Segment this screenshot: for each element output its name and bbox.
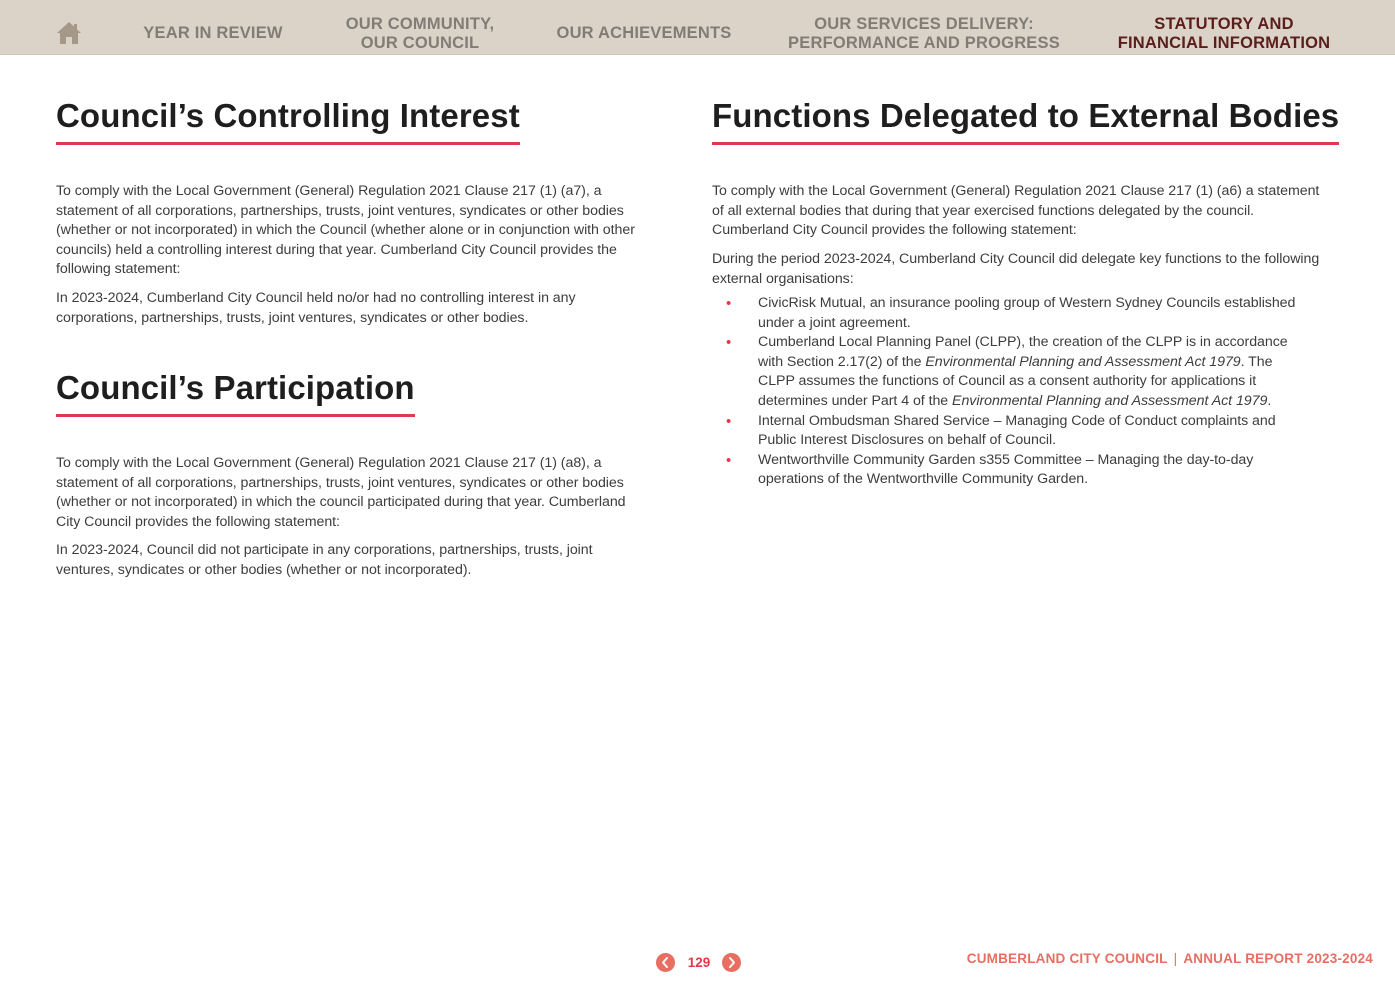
nav-statutory-financial[interactable] xyxy=(1104,0,1344,54)
nav-label: FINANCIAL INFORMATION xyxy=(1117,34,1331,52)
footer-brand xyxy=(967,950,1373,968)
nav-label: OUR COMMUNITY, xyxy=(345,14,495,33)
nav-our-achievements[interactable] xyxy=(552,0,736,54)
act-title: Environmental Planning and Assessment Act 1979 xyxy=(925,353,1241,370)
bullet-text: CivicRisk Mutual, an insurance pooling group of Western Sydney Councils established under a joint agreement. xyxy=(758,295,1296,331)
footer-council-name: CUMBERLAND CITY COUNCIL xyxy=(966,951,1168,966)
page-number: 129 xyxy=(687,955,711,970)
nav-services-delivery[interactable] xyxy=(780,0,1068,54)
list-item xyxy=(712,412,1312,451)
home-icon xyxy=(55,20,83,46)
controlling-interest-statement: In 2023-2024, Cumberland City Council held no/or had no controlling interest in any corporations, partnerships, trusts, joint ventures, syndicates or other bodies. xyxy=(56,290,576,326)
controlling-interest-intro: To comply with the Local Government (General) Regulation 2021 Clause 217 (1) (a7), a statement of all corporations, partnerships, trusts, joint ventures, syndicates or other bodies (whether or not incorporated) in which the Council (whether alone or in conjunction with other councils) held a controlling interest during that year. Cumberland City Council provides the following statement: xyxy=(56,183,635,278)
section-title-controlling-interest: Council’s Controlling Interest xyxy=(56,96,520,145)
bullet-text: . The CLPP assumes the functions of Council as a consent authority for applications it determines under Part 4 of the xyxy=(758,353,1273,409)
previous-page-button[interactable] xyxy=(656,953,675,972)
list-item xyxy=(712,294,1312,333)
home-button[interactable] xyxy=(55,20,83,46)
participation-intro: To comply with the Local Government (General) Regulation 2021 Clause 217 (1) (a8), a statement of all corporations, partnerships, trusts, joint ventures, syndicates or other bodies (whether or not incorporated) in which the council participated during that year. Cumberland City Council provides the following statement: xyxy=(56,455,626,530)
act-title: Environmental Planning and Assessment Act 1979 xyxy=(952,392,1268,409)
external-bodies-list xyxy=(712,294,1312,490)
nav-label: OUR SERVICES DELIVERY: xyxy=(814,14,1034,33)
functions-delegated-period: During the period 2023-2024, Cumberland City Council did delegate key functions to the following external organisations: xyxy=(712,251,1320,287)
nav-our-community[interactable] xyxy=(330,0,510,54)
bullet-text: Wentworthville Community Garden s355 Committee – Managing the day-to-day operations of the Wentworthville Community Garden. xyxy=(758,451,1254,488)
section-title-participation: Council’s Participation xyxy=(56,368,415,417)
top-navigation xyxy=(0,0,1395,55)
nav-label: STATUTORY AND xyxy=(1154,14,1294,33)
chevron-right-icon xyxy=(722,953,741,972)
nav-label: PERFORMANCE AND PROGRESS xyxy=(788,34,1060,52)
nav-label: OUR COUNCIL xyxy=(360,34,480,52)
chevron-left-icon xyxy=(656,953,675,972)
nav-label: OUR ACHIEVEMENTS xyxy=(556,24,732,43)
list-item xyxy=(712,333,1312,411)
next-page-button[interactable] xyxy=(722,953,741,972)
nav-label: YEAR IN REVIEW xyxy=(143,24,283,43)
section-title-functions-delegated: Functions Delegated to External Bodies xyxy=(712,96,1339,145)
footer-report-title: ANNUAL REPORT 2023-2024 xyxy=(1183,951,1373,966)
nav-year-in-review[interactable] xyxy=(140,0,286,54)
bullet-text: . xyxy=(1267,392,1272,409)
list-item xyxy=(712,451,1312,490)
participation-statement: In 2023-2024, Council did not participate in any corporations, partnerships, trusts, joint ventures, syndicates or other bodies (whether or not incorporated). xyxy=(56,542,593,578)
bullet-text: Cumberland Local Planning Panel (CLPP), the creation of the CLPP is in accordance with Section 2.17(2) of the xyxy=(758,334,1288,370)
bullet-text: Internal Ombudsman Shared Service – Managing Code of Conduct complaints and Public Interest Disclosures on behalf of Council. xyxy=(758,412,1276,449)
footer-separator: | xyxy=(1173,951,1178,966)
functions-delegated-intro: To comply with the Local Government (General) Regulation 2021 Clause 217 (1) (a6) a statement of all external bodies that during that year exercised functions delegated by the council. Cumberland City Council provides the following statement: xyxy=(712,183,1320,239)
